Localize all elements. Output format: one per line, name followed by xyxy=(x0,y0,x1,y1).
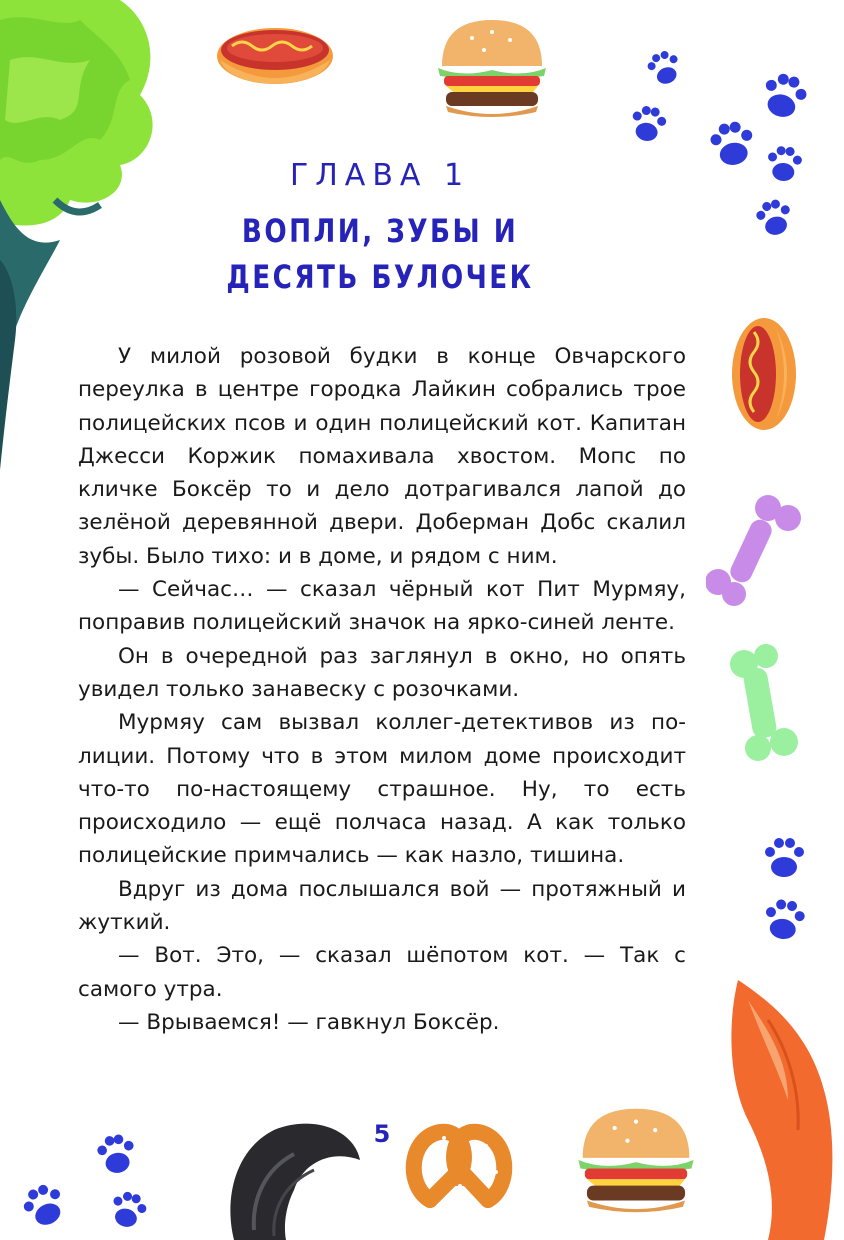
paw-prints-icon xyxy=(628,28,844,238)
hotdog-icon xyxy=(728,314,800,434)
bone-icon xyxy=(722,644,806,762)
bone-icon xyxy=(706,494,804,606)
paragraph: Вдруг из дома послышался вой — протяжный и жуткий. xyxy=(78,876,686,936)
hotdog-icon xyxy=(212,16,338,88)
paw-prints-icon xyxy=(756,830,816,950)
paragraph: У милой розовой будки в конце Овчарского переулка в центре городка Лайкин собрались трое полицейских псов и один полицейский кот. Капитан Джесси Коржик помахивала хвостом. Мопс по кличке Боксёр то и дело дотрагивался лапой до зелёной деревянной двери. Доберман Добс скалил зубы. Было тихо: и в доме, и рядом с ним. xyxy=(78,344,686,569)
burger-icon xyxy=(432,16,552,120)
page-number: 5 xyxy=(373,1120,391,1148)
paragraph: Он в очередной раз заглянул в окно, но опять увидел только занавеску с розочками. xyxy=(78,643,686,702)
paragraph: — Сейчас… — сказал чёрный кот Пит Мурмяу, поправив полицейский значок на ярко-синей ленте. xyxy=(78,577,686,636)
burger-icon xyxy=(572,1104,700,1216)
fox-tail-icon xyxy=(728,980,844,1240)
chapter-title: ВОПЛИ, ЗУБЫ И ДЕСЯТЬ БУЛОЧЕК xyxy=(226,212,534,296)
paragraph: — Врываемся! — гавкнул Боксёр. xyxy=(118,1009,500,1035)
pretzel-icon xyxy=(400,1116,518,1216)
paragraph: — Вот. Это, — сказал шёпотом кот. — Так с самого утра. xyxy=(78,943,686,1002)
chapter-body xyxy=(78,340,686,1039)
chapter-label: ГЛАВА 1 xyxy=(289,158,471,193)
black-tail-icon xyxy=(214,1110,364,1240)
paw-prints-icon xyxy=(16,1130,176,1234)
paragraph: Мурмяу сам вызвал коллег-детективов из полиции. Потому что в этом милом доме происходит что-то по-настоящему страшное. Ну, то есть происходило — ещё полчаса назад. А как только полицейские примчались — как назло, тишина. xyxy=(78,710,686,869)
